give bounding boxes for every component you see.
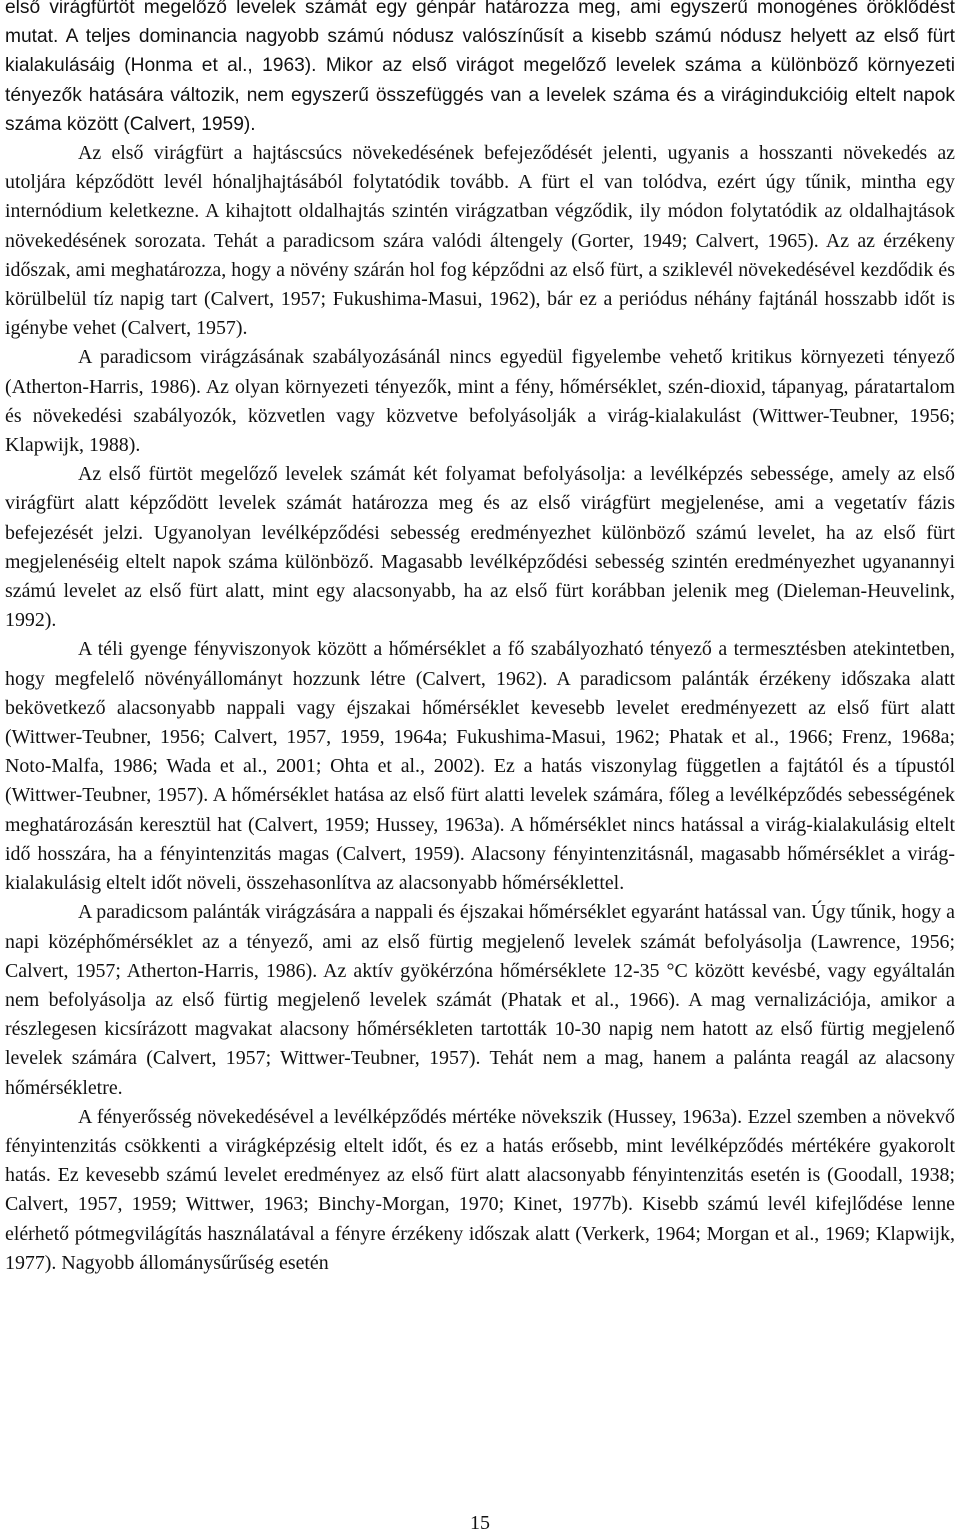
paragraph-1-text: első virágfürtöt megelőző levelek számát egy génpár határozza meg, ami egyszerű monogénes öröklődést mutat. A teljes dominancia nagyobb számú nódusz valószínűsít a kisebb számú nódusz helyett az első fürt kialakulásáig (Honma et al., 1963). Mikor az első virágot megelőző levelek száma a különböző környezeti tényezők hatására változik, nem egyszerű összefüggés van a levelek száma és a virágindukcióig eltelt napok száma között (Calvert, 1959). — [5, 0, 955, 135]
paragraph-5: A téli gyenge fényviszonyok között a hőmérséklet a fő szabályozható tényező a termesztésben atekintetben, hogy megfelelő növényállományt hozzunk létre (Calvert, 1962). A paradicsom palánták érzékeny időszaka alatt bekövetkező alacsonyabb nappali vagy éjszakai hőmérséklet kevesebb levelet eredményezett az első fürt alatt (Wittwer-Teubner, 1956; Calvert, 1957, 1959, 1964a; Fukushima-Masui, 1962; Phatak et al., 1966; Frenz, 1968a; Noto-Malfa, 1986; Wada et al., 2001; Ohta et al., 2002). Ez a hatás viszonylag független a fajtától és a típustól (Wittwer-Teubner, 1957). A hőmérséklet hatása az első fürt alatti levelek számára, főleg a levélképződés sebességének meghatározásán keresztül hat (Calvert, 1959; Hussey, 1963a). A hőmérséklet nincs hatással a virág-kialakulásig eltelt idő hosszára, ha a fényintenzitás magas (Calvert, 1959). Alacsony fényintenzitásnál, magasabb hőmérséklet a virág-kialakulásig eltelt időt növeli, összehasonlítva az alacsonyabb hőmérséklettel. — [5, 638, 955, 895]
paragraph-6: A paradicsom palánták virágzására a nappali és éjszakai hőmérséklet egyaránt hatással van. Úgy tűnik, hogy a napi középhőmérséklet az a tényező, ami az első fürtig megjelenő levelek számát befolyásolja (Lawrence, 1956; Calvert, 1957; Atherton-Harris, 1986). Az aktív gyökérzóna hőmérséklete 12-35 °C között kevésbé, vagy egyáltalán nem befolyásolja az első fürtig megjelenő levelek számát (Phatak et al., 1966). A mag vernalizációja, amikor a részlegesen kicsírázott magvakat alacsony hőmérsékleten tartották 10-30 napig nem hatott az első fürtig megjelenő levelek számára (Calvert, 1957; Wittwer-Teubner, 1957). Tehát nem a mag, hanem a palánta reagál az alacsony hőmérsékletre. — [5, 901, 955, 1099]
paragraph-7: A fényerősség növekedésével a levélképződés mértéke növekszik (Hussey, 1963a). Ezzel szemben a növekvő fényintenzitás csökkenti a virágképzésig eltelt időt, és ez a hatás erősebb, mint levélképződés mértékére gyakorolt hatás. Ez kevesebb számú levelet eredményez az első fürt alatt alacsonyabb fényintenzitás esetén is (Goodall, 1938; Calvert, 1957, 1959; Wittwer, 1963; Binchy-Morgan, 1970; Kinet, 1977b). Kisebb számú levél kifejlődése lenne elérhető pótmegvilágítás használatával a fényre érzékeny időszak alatt (Verkerk, 1964; Morgan et al., 1969; Klapwijk, 1977). Nagyobb állománysűrűség esetén — [5, 1105, 955, 1274]
paragraph-3: A paradicsom virágzásának szabályozásánál nincs egyedül figyelembe vehető kritikus környezeti tényező (Atherton-Harris, 1986). Az olyan környezeti tényezők, mint a fény, hőmérséklet, szén-dioxid, tápanyag, páratartalom és növekedési szabályozók, közvetlen vagy közvetve befolyásolják a virág-kialakulást (Wittwer-Teubner, 1956; Klapwijk, 1988). — [5, 346, 955, 457]
paragraph-4: Az első fürtöt megelőző levelek számát két folyamat befolyásolja: a levélképzés sebessége, amely az első virágfürt alatt képződött levelek számát határozza meg és az első virágfürt megjelenése, ami a vegetatív fázis befejezését jelzi. Ugyanolyan levélképződési sebesség eredményezhet különböző számú levelet, ha az első fürt megjelenéséig eltelt napok száma különböző. Magasabb levélképződési sebesség szintén eredményezhet ugyanannyi számú levelet az első fürt alatt, mint egy alacsonyabb, ha az első fürt korábban jelenik meg (Dieleman-Heuvelink, 1992). — [5, 463, 955, 632]
document-body — [5, 0, 955, 1278]
page-number: 15 — [470, 1512, 490, 1534]
paragraph-2: Az első virágfürt a hajtáscsúcs növekedésének befejeződését jelenti, ugyanis a hosszanti növekedés az utoljára képződött levél hónaljhajtásából folytatódik tovább. A fürt el van tolódva, ezért úgy tűnik, mintha egy internódium keletkezne. A kihajtott oldalhajtás szintén virágzatban végződik, ily módon folytatódik az oldalhajtások növekedésének sorozata. Tehát a paradicsom szára valódi áltengely (Gorter, 1949; Calvert, 1965). Az az érzékeny időszak, ami meghatározza, hogy a növény szárán hol fog képződni az első fürt, a sziklevél növekedésével kezdődik és körülbelül tíz napig tart (Calvert, 1957; Fukushima-Masui, 1962), bár ez a periódus néhány fajtánál hosszabb időt is igénybe vehet (Calvert, 1957). — [5, 142, 955, 340]
paragraph-1 — [5, 0, 955, 139]
